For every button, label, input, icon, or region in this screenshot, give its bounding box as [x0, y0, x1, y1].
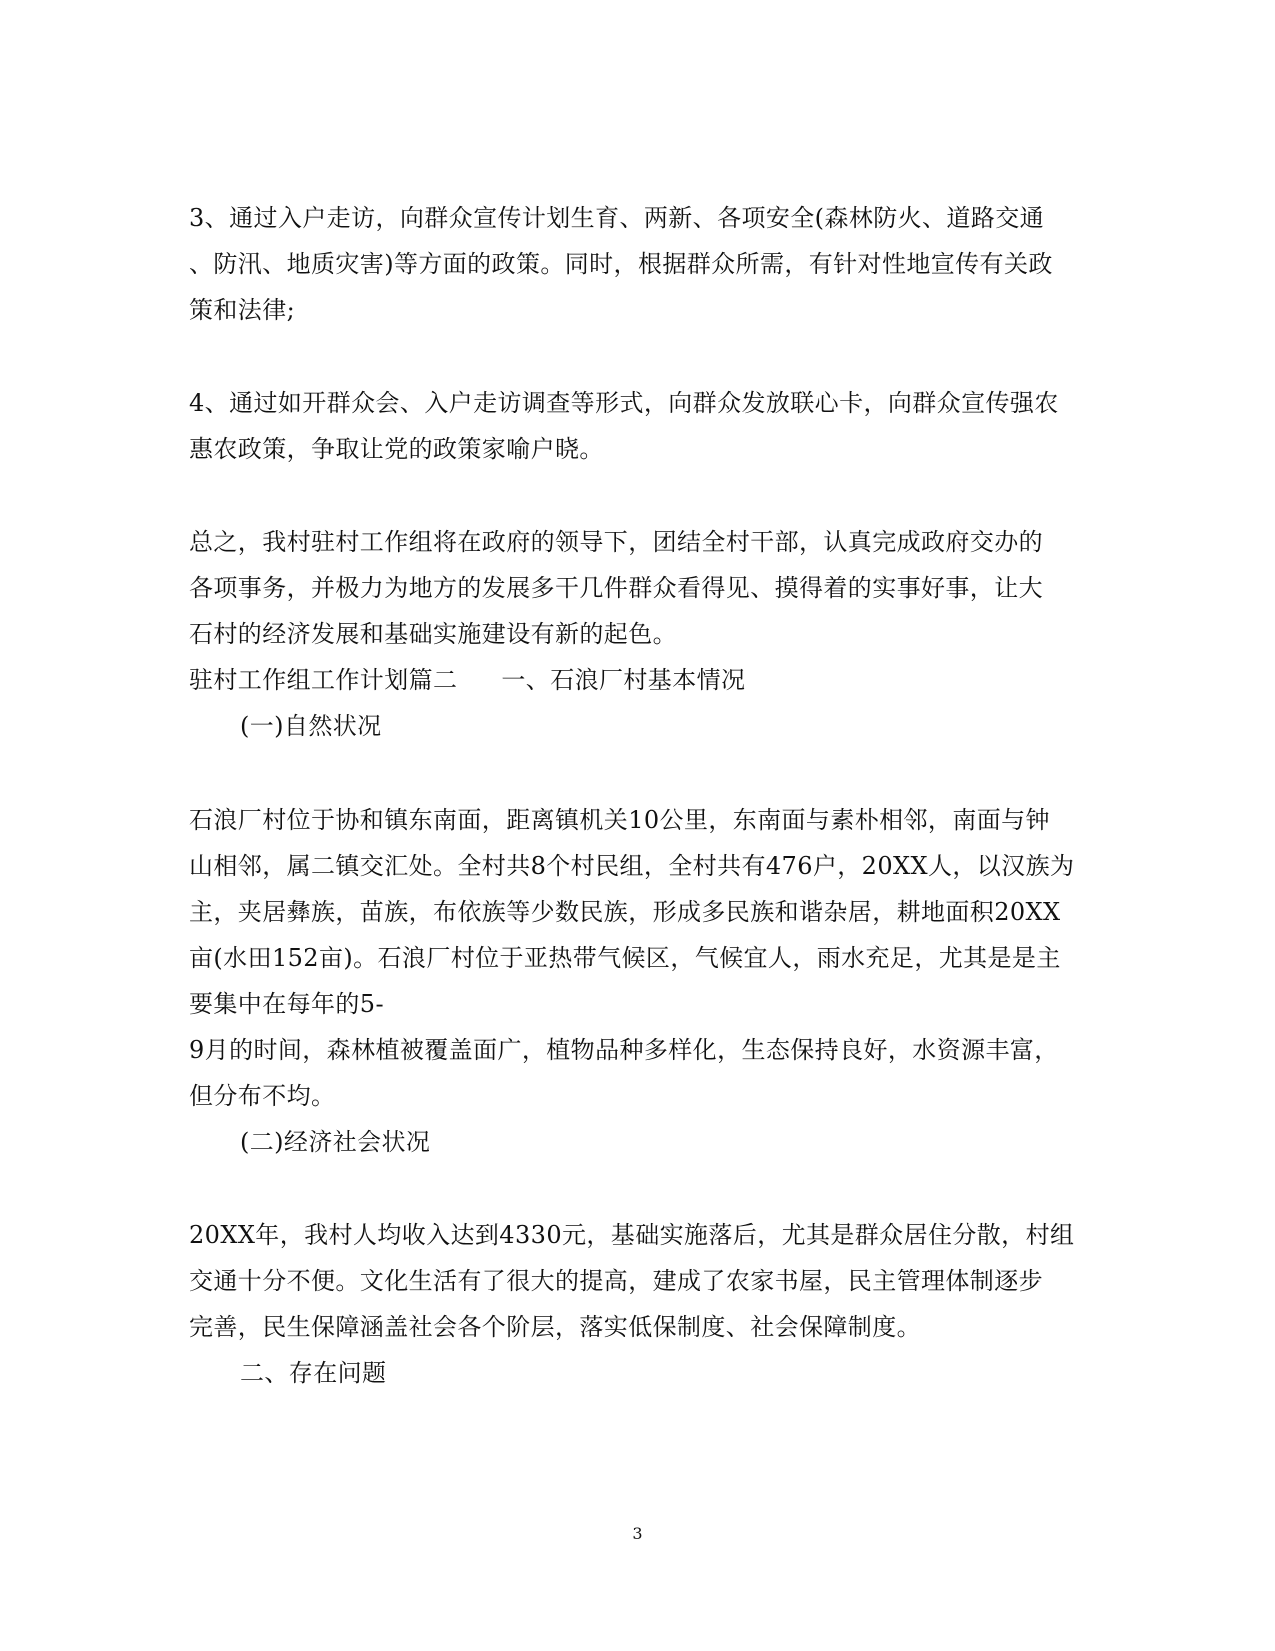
text-line: 9月的时间，森林植被覆盖面广，植物品种多样化，生态保持良好，水资源丰富，: [189, 1036, 1059, 1064]
text-line: 石浪厂村位于协和镇东南面，距离镇机关10公里，东南面与素朴相邻，南面与钟: [189, 806, 1050, 834]
text-line: 策和法律;: [189, 296, 296, 324]
text-line: 要集中在每年的5-: [189, 990, 384, 1018]
text-line: 交通十分不便。文化生活有了很大的提高，建成了农家书屋，民主管理体制逐步: [189, 1267, 1043, 1295]
article-title: 驻村工作组工作计划篇二: [189, 666, 458, 694]
section-heading: 二、存在问题: [240, 1359, 387, 1387]
text-line: 完善，民生保障涵盖社会各个阶层，落实低保制度、社会保障制度。: [189, 1313, 921, 1341]
text-line: 3、通过入户走访，向群众宣传计划生育、两新、各项安全(森林防火、道路交通: [189, 204, 1045, 232]
text-line: 但分布不均。: [189, 1082, 336, 1110]
text-line: 石村的经济发展和基础实施建设有新的起色。: [189, 620, 677, 648]
text-line: 惠农政策，争取让党的政策家喻户晓。: [189, 435, 604, 463]
text-line: 主，夹居彝族，苗族，布依族等少数民族，形成多民族和谐杂居，耕地面积20XX: [189, 898, 1061, 926]
text-line: 4、通过如开群众会、入户走访调查等形式，向群众发放联心卡，向群众宣传强农: [189, 389, 1059, 417]
page-number: 3: [632, 1524, 643, 1543]
subsection-heading: (二)经济社会状况: [240, 1128, 431, 1156]
text-line: 、防汛、地质灾害)等方面的政策。同时，根据群众所需，有针对性地宣传有关政: [189, 250, 1053, 278]
section-heading: [189, 665, 745, 695]
text-line: 20XX年，我村人均收入达到4330元，基础实施落后，尤其是群众居住分散，村组: [189, 1221, 1075, 1249]
section-title: 一、石浪厂村基本情况: [501, 666, 746, 694]
text-line: 山相邻，属二镇交汇处。全村共8个村民组，全村共有476户，20XX人，以汉族为: [189, 852, 1075, 880]
text-line: 总之，我村驻村工作组将在政府的领导下，团结全村干部，认真完成政府交办的: [189, 528, 1043, 556]
text-line: 各项事务，并极力为地方的发展多干几件群众看得见、摸得着的实事好事，让大: [189, 574, 1043, 602]
subsection-heading: (一)自然状况: [240, 712, 382, 740]
text-line: 亩(水田152亩)。石浪厂村位于亚热带气候区，气候宜人，雨水充足，尤其是是主: [189, 944, 1061, 972]
